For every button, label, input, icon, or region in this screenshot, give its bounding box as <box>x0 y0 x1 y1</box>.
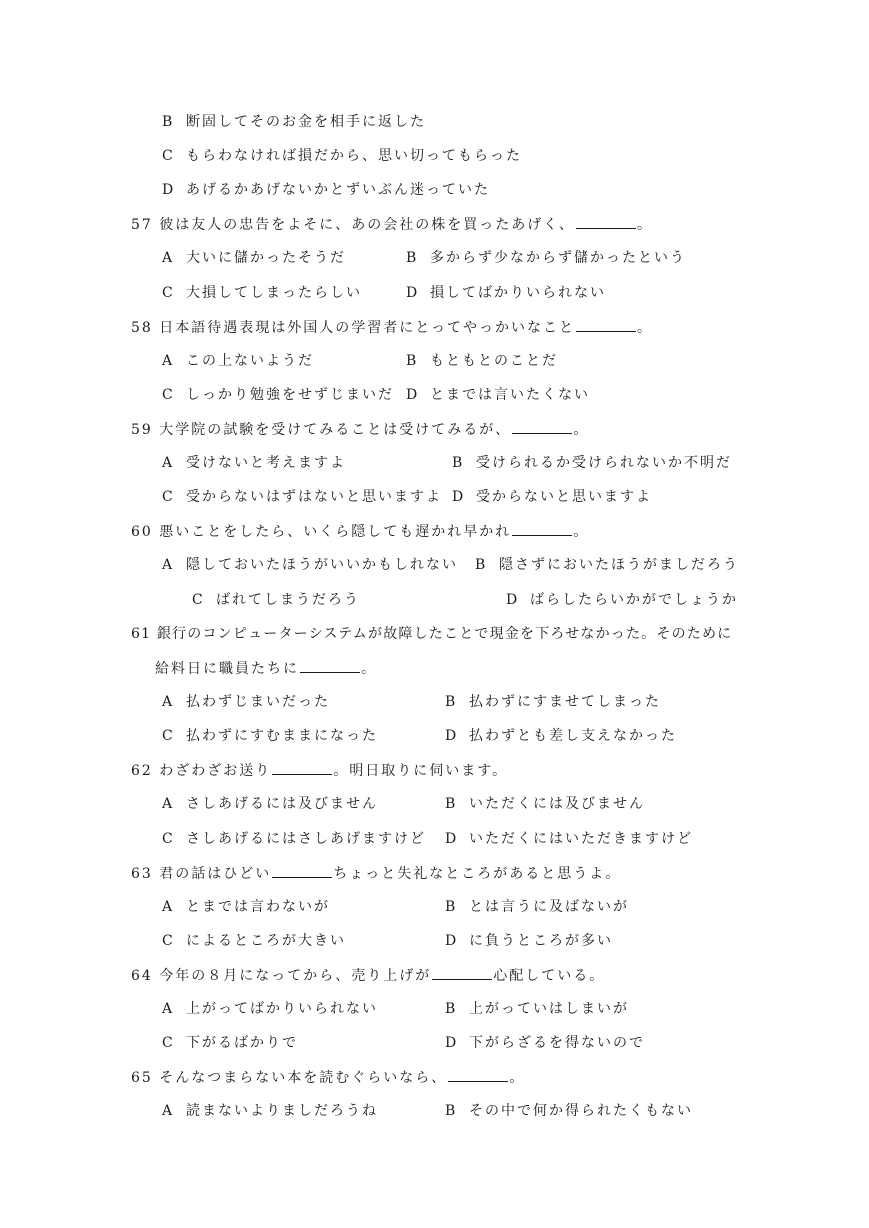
answer-blank <box>432 965 492 980</box>
answer-blank <box>448 1067 508 1082</box>
option-56-b: B 断固してそのお金を相手に返した <box>162 114 426 130</box>
option-61-b: B 払わずにすませてしまった <box>445 694 661 710</box>
option-59-d: D 受からないと思いますよ <box>452 489 652 505</box>
option-58-a: A この上ないようだ <box>162 353 314 369</box>
question-61-line2: 給料日に職員たちに 。 <box>155 658 377 679</box>
question-58: 58 日本語待遇表現は外国人の学習者にとってやっかいなこと 。 <box>131 317 653 338</box>
question-62: 62 わざわざお送り 。明日取りに伺います。 <box>131 760 508 781</box>
question-61: 61 銀行のコンピューターシステムが故障したことで現金を下ろせなかった。そのために <box>131 626 733 642</box>
option-60-c: C ばれてしまうだろう <box>192 592 360 608</box>
option-58-c: C しっかり勉強をせずじまいだ <box>162 387 394 403</box>
option-65-a: A 読まないよりましだろうね <box>162 1103 378 1119</box>
question-65: 65 そんなつまらない本を読むぐらいなら、 。 <box>131 1067 525 1088</box>
question-60: 60 悪いことをしたら、いくら隠しても遅かれ早かれ 。 <box>131 521 589 542</box>
option-61-c: C 払わずにすむままになった <box>162 728 378 744</box>
answer-blank <box>576 214 636 229</box>
option-64-c: C 下がるばかりで <box>162 1035 298 1051</box>
answer-blank <box>300 658 360 673</box>
option-62-a: A さしあげるには及びません <box>162 796 378 812</box>
option-62-d: D いただくにはいただきますけど <box>445 831 693 847</box>
option-59-c: C 受からないはずはないと思いますよ <box>162 489 442 505</box>
option-58-b: B もともとのことだ <box>406 353 558 369</box>
option-58-d: D とまでは言いたくない <box>406 387 590 403</box>
answer-blank <box>272 760 332 775</box>
answer-blank <box>512 419 572 434</box>
option-61-d: D 払わずとも差し支えなかった <box>445 728 677 744</box>
option-63-a: A とまでは言わないが <box>162 899 330 915</box>
option-60-b: B 隠さずにおいたほうがましだろう <box>475 557 739 573</box>
option-63-c: C によるところが大きい <box>162 933 346 949</box>
option-56-c: C もらわなければ損だから、思い切ってもらった <box>162 148 522 164</box>
option-65-b: B その中で何か得られたくもない <box>445 1103 693 1119</box>
answer-blank <box>576 317 636 332</box>
option-62-c: C さしあげるにはさしあげますけど <box>162 831 426 847</box>
option-60-a: A 隠しておいたほうがいいかもしれない <box>162 557 458 573</box>
option-63-b: B とは言うに及ばないが <box>445 899 629 915</box>
option-57-b: B 多からず少なからず儲かったという <box>406 250 686 266</box>
question-59: 59 大学院の試験を受けてみることは受けてみるが、 。 <box>131 419 589 440</box>
question-64: 64 今年の８月になってから、売り上げが 心配している。 <box>131 965 605 986</box>
option-61-a: A 払わずじまいだった <box>162 694 330 710</box>
option-59-b: B 受けられるか受けられないか不明だ <box>452 455 732 471</box>
option-60-d: D ばらしたらいかがでしょうか <box>506 592 738 608</box>
question-57: 57 彼は友人の忠告をよそに、あの会社の株を買ったあげく、 。 <box>131 214 653 235</box>
answer-blank <box>512 521 572 536</box>
option-62-b: B いただくには及びません <box>445 796 645 812</box>
option-59-a: A 受けないと考えますよ <box>162 455 346 471</box>
option-64-b: B 上がっていはしまいが <box>445 1001 629 1017</box>
option-64-d: D 下がらざるを得ないので <box>445 1035 645 1051</box>
question-63: 63 君の話はひどい ちょっと失礼なところがあると思うよ。 <box>131 863 621 884</box>
option-64-a: A 上がってばかりいられない <box>162 1001 378 1017</box>
option-57-c: C 大損してしまったらしい <box>162 285 362 301</box>
option-63-d: D に負うところが多い <box>445 933 613 949</box>
option-57-d: D 損してばかりいられない <box>406 285 606 301</box>
answer-blank <box>272 863 332 878</box>
option-57-a: A 大いに儲かったそうだ <box>162 250 346 266</box>
option-56-d: D あげるかあげないかとずいぶん迷っていた <box>162 182 490 198</box>
